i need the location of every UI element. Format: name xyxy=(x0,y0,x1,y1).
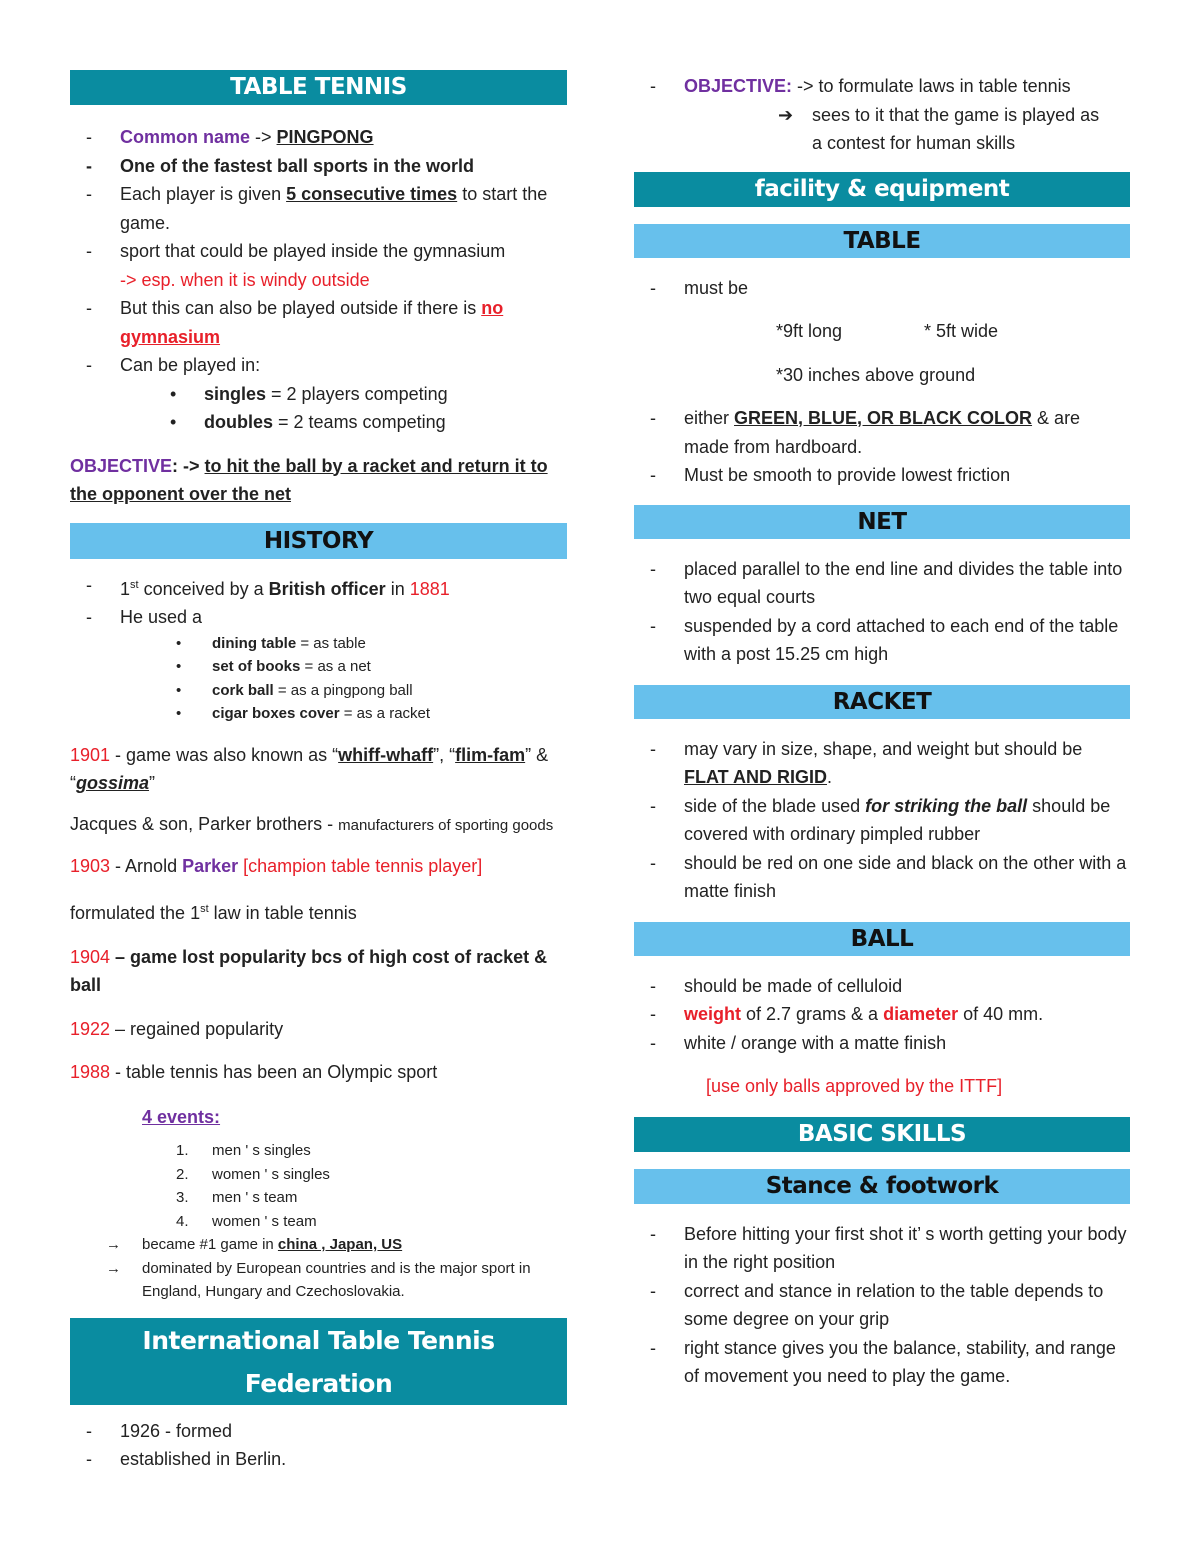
event-text: women ' s team xyxy=(212,1212,317,1230)
y1903-paragraph xyxy=(70,852,567,881)
gymnasium-item xyxy=(70,237,567,294)
item-bold: cork ball xyxy=(212,681,274,699)
title-table: TABLE xyxy=(634,224,1130,258)
dominated-item: → dominated by European countries and is the major sport in England, Hungary and Czechoslovakia. xyxy=(70,1257,567,1304)
champion-note: [champion table tennis player] xyxy=(238,855,483,876)
conceived-item xyxy=(70,571,567,604)
y1901-paragraph xyxy=(70,741,567,798)
used-list-item xyxy=(70,655,567,679)
singles-item xyxy=(70,380,567,409)
width-text: * 5ft wide xyxy=(924,321,999,341)
used-item: - He used a xyxy=(70,603,567,632)
blade-text-c: should be covered with ordinary pimpled rubber xyxy=(684,795,1111,844)
sees-item xyxy=(634,101,1130,130)
each-player-end: to start the game. xyxy=(120,184,548,233)
can-be-played-item: - Can be played in: xyxy=(70,351,567,380)
t1903-a: - Arnold xyxy=(110,855,183,876)
no-gymnasium: no gymnasium xyxy=(120,298,504,347)
must-be-item: - must be xyxy=(634,274,1130,303)
whiff-whaff: whiff-whaff xyxy=(338,744,434,765)
events-title: 4 events: xyxy=(142,1106,221,1127)
year-1922: 1922 xyxy=(70,1018,111,1039)
objective-label: OBJECTIVE xyxy=(70,455,173,476)
racket-item xyxy=(634,735,1130,792)
countries: china , Japan, US xyxy=(277,1236,403,1253)
flat-rigid: FLAT AND RIGID xyxy=(684,767,827,787)
net-item: - suspended by a cord attached to each end of the table with a post 15.25 cm high xyxy=(634,612,1130,669)
event-number: 2. xyxy=(176,1165,189,1183)
objective-label: OBJECTIVE: xyxy=(684,76,793,96)
title-racket: RACKET xyxy=(634,685,1130,719)
item-rest: = as table xyxy=(296,634,366,652)
formulated-a: formulated the 1 xyxy=(70,903,201,923)
event-text: men ' s singles xyxy=(212,1142,311,1159)
objective-text: -> to formulate laws in table tennis xyxy=(792,76,1071,96)
event-text: men ' s team xyxy=(212,1189,298,1206)
title-table-tennis: TABLE TENNIS xyxy=(70,70,567,105)
title-basic-skills: BASIC SKILLS xyxy=(634,1117,1130,1152)
jacques-text: Jacques & son, Parker brothers - xyxy=(70,813,339,834)
event-text: women ' s singles xyxy=(212,1165,330,1183)
ball-item: - white / orange with a matte finish xyxy=(634,1029,1130,1058)
british-officer: British officer xyxy=(268,578,386,599)
ittf-title-line1: International Table Tennis Federation xyxy=(142,1325,495,1398)
height-line: *30 inches above ground xyxy=(776,364,976,385)
net-item: - placed parallel to the end line and divides the table into two equal courts xyxy=(634,555,1130,612)
each-player-item xyxy=(70,180,567,237)
gym-text: sport that could be played inside the gymnasium xyxy=(120,241,506,261)
doubles-item xyxy=(70,408,567,437)
outside-item xyxy=(70,294,567,351)
weight-label: weight xyxy=(684,1004,741,1024)
item-rest: = as a racket xyxy=(339,705,431,722)
event-number: 1. xyxy=(176,1142,189,1159)
consecutive-times: 5 consecutive times xyxy=(286,184,458,204)
year-1903: 1903 xyxy=(70,855,111,876)
year-1881: 1881 xyxy=(409,578,450,599)
item-bold: cigar boxes cover xyxy=(212,705,340,722)
common-name-label: Common name xyxy=(120,127,251,147)
ball-item xyxy=(634,1000,1130,1029)
gossima: gossima xyxy=(76,773,150,793)
color-text-a: either xyxy=(684,408,735,428)
objective-text: to hit the ball by a racket and return it to the opponent over the net xyxy=(70,455,548,504)
jacques-paragraph xyxy=(70,812,567,838)
diameter-text: of 40 mm. xyxy=(958,1004,1044,1024)
table-colors: GREEN, BLUE, OR BLACK COLOR xyxy=(734,408,1033,428)
racket-item xyxy=(634,792,1130,849)
became-item xyxy=(70,1233,567,1257)
racket-item: - should be red on one side and black on the other with a matte finish xyxy=(634,849,1130,906)
objective-item xyxy=(634,72,1130,101)
y1904-paragraph xyxy=(70,943,567,1000)
doubles-label: doubles xyxy=(204,412,274,432)
title-facility-equipment: facility & equipment xyxy=(634,172,1130,207)
title-history: HISTORY xyxy=(70,523,567,559)
parker: Parker xyxy=(182,855,239,876)
formulated-b: law in table tennis xyxy=(208,903,357,923)
t1901-g: ” xyxy=(149,773,156,793)
t1901-a: - game was also known as “ xyxy=(110,744,339,765)
year-1904: 1904 xyxy=(70,946,111,967)
outside-text: But this can also be played outside if there is xyxy=(120,298,482,318)
racket-text-a: may vary in size, shape, and weight but should be xyxy=(684,738,1083,759)
in-text: in xyxy=(385,578,410,599)
stance-item: - Before hitting your first shot it’ s worth getting your body in the right position xyxy=(634,1220,1130,1277)
smooth-item: - Must be smooth to provide lowest friction xyxy=(634,461,1130,490)
objective-arrow: : -> xyxy=(172,455,205,476)
item-rest: = as a pingpong ball xyxy=(273,681,413,699)
conceived-text: conceived by a xyxy=(138,578,269,599)
year-1901: 1901 xyxy=(70,744,111,765)
arrow-text: -> xyxy=(250,127,277,147)
event-item xyxy=(70,1210,567,1234)
diameter-label: diameter xyxy=(883,1004,959,1024)
racket-text-c: . xyxy=(826,767,832,787)
fastest-item: - One of the fastest ball sports in the world xyxy=(70,152,567,181)
used-list-item xyxy=(70,632,567,656)
item-bold: dining table xyxy=(212,634,297,652)
color-item xyxy=(634,404,1130,461)
formulated-paragraph xyxy=(70,895,567,928)
t1901-c: ”, “ xyxy=(433,744,456,765)
blade-text-a: side of the blade used xyxy=(684,795,866,816)
ittf-title-line2: (ITTF) xyxy=(278,1411,359,1441)
used-list-item xyxy=(70,702,567,726)
event-item xyxy=(70,1139,567,1163)
length-text: *9ft long xyxy=(776,321,843,341)
t1901-e: ” & “ xyxy=(70,744,549,793)
y1922-paragraph xyxy=(70,1015,567,1044)
common-name-item xyxy=(70,123,567,152)
formulated-sup: st xyxy=(200,903,209,915)
ittf-note: [use only balls approved by the ITTF] xyxy=(706,1076,1003,1096)
each-player-text: Each player is given xyxy=(120,184,287,204)
dimensions-line xyxy=(634,317,1130,346)
t1922: – regained popularity xyxy=(110,1018,284,1039)
common-name-value: PINGPONG xyxy=(276,127,374,147)
t1988: - table tennis has been an Olympic sport xyxy=(110,1062,438,1082)
striking-ball: for striking the ball xyxy=(865,795,1028,816)
t1904: – game lost popularity bcs of high cost of racket & ball xyxy=(70,946,548,995)
item-rest: = as a net xyxy=(300,658,371,675)
ball-item: - should be made of celluloid xyxy=(634,972,1130,1001)
title-stance-footwork: Stance & footwork xyxy=(634,1169,1130,1204)
left-column xyxy=(70,70,567,1474)
arrow-icon: ➔ xyxy=(778,104,794,125)
event-item xyxy=(70,1186,567,1210)
formed-item: - 1926 - formed xyxy=(70,1417,567,1446)
event-number: 3. xyxy=(176,1189,189,1206)
sees-text-a: sees to it that the game is played as xyxy=(812,104,1100,125)
event-number: 4. xyxy=(176,1212,189,1230)
title-ball: BALL xyxy=(634,922,1130,956)
first-num: 1 xyxy=(120,578,131,599)
became-text: became #1 game in xyxy=(142,1236,278,1253)
first-sup: st xyxy=(130,578,139,591)
used-list-item xyxy=(70,679,567,703)
doubles-text: = 2 teams competing xyxy=(273,412,446,432)
right-column xyxy=(634,72,1130,1391)
manufacturers-text: manufacturers of sporting goods xyxy=(338,816,554,834)
objective-paragraph xyxy=(70,452,567,509)
gym-windy-note: -> esp. when it is windy outside xyxy=(120,269,370,290)
singles-text: = 2 players competing xyxy=(266,383,448,404)
year-1988: 1988 xyxy=(70,1062,111,1082)
y1988-paragraph xyxy=(70,1058,567,1087)
item-bold: set of books xyxy=(212,658,301,675)
stance-item: - correct and stance in relation to the table depends to some degree on your grip xyxy=(634,1277,1130,1334)
established-item: - established in Berlin. xyxy=(70,1445,567,1474)
singles-label: singles xyxy=(204,383,267,404)
title-net: NET xyxy=(634,505,1130,539)
weight-text: of 2.7 grams & a xyxy=(741,1004,884,1024)
flim-fam: flim-fam xyxy=(455,744,526,765)
stance-item: - right stance gives you the balance, stability, and range of movement you need to play the game. xyxy=(634,1334,1130,1391)
color-text-c: & are made from hardboard. xyxy=(684,408,1081,457)
sees-item-cont: a contest for human skills xyxy=(812,133,1016,153)
event-item xyxy=(70,1163,567,1187)
